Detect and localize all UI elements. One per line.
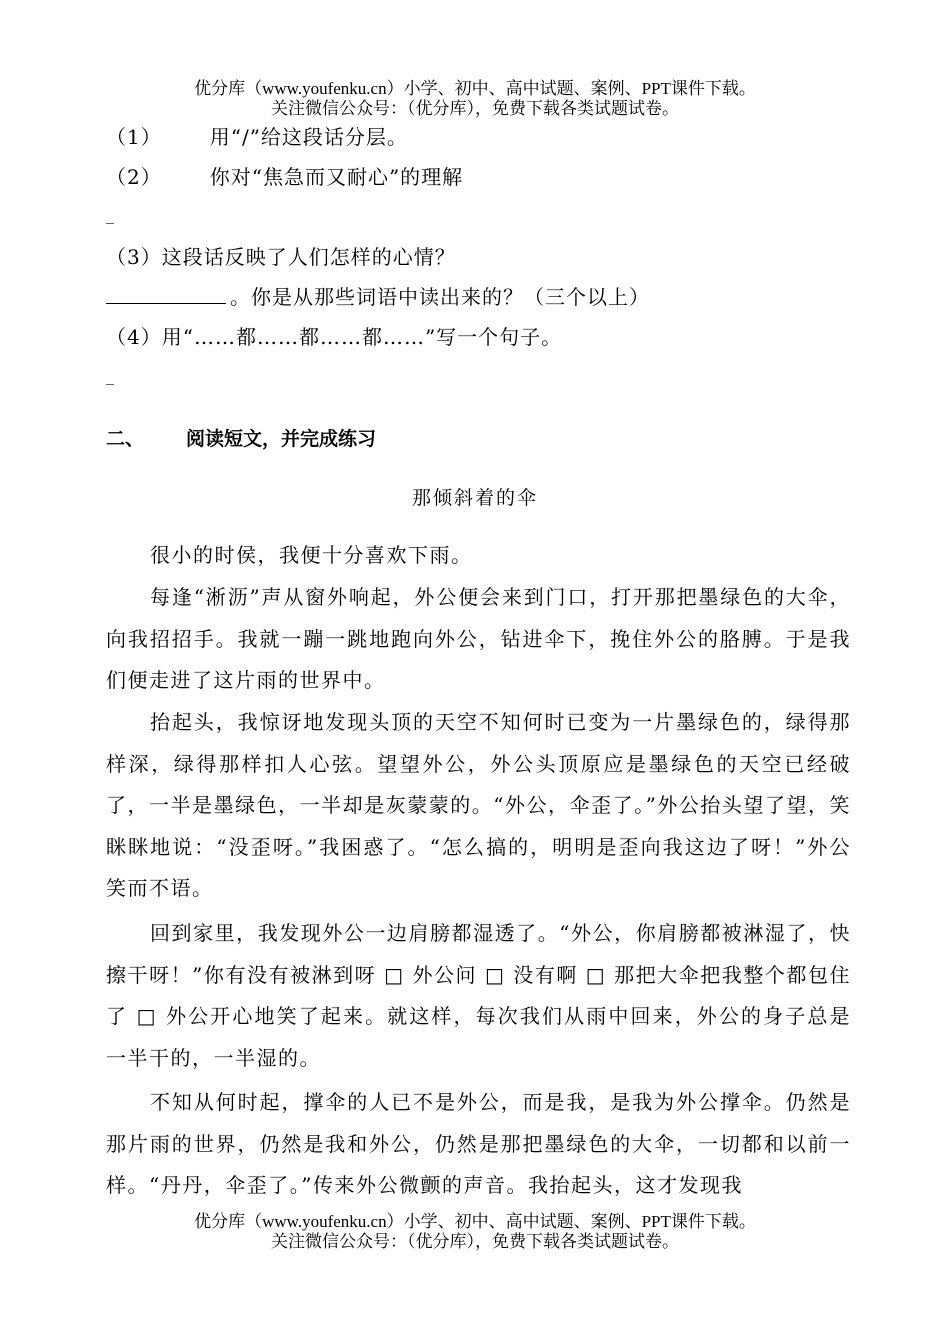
article-paragraph-4: 回到家里，我发现外公一边肩膀都湿透了。“外公，你肩膀都被淋湿了，快擦干呀！”你有没有被淋到呀 □ 外公问 □ 没有啊 □ 那把大伞把我整个都包住了 □ 外公开心地笑了起来。就这样，每次我们从雨中回来，外公的身子总是一半干的，一半湿的。 [106,921,851,1070]
question-1 [106,121,408,150]
question-1-number: （1） [106,125,162,149]
article-paragraph-3: 抬起头，我惊讶地发现头顶的天空不知何时已变为一片墨绿色的，绿得那样深，绿得那样扣人心弦。望望外公，外公头顶原应是墨绿色的天空已经破了，一半是墨绿色，一半却是灰蒙蒙的。“外公，伞歪了。”外公抬头望了望，笑眯眯地说：“没歪呀。”我困惑了。“怎么搞的，明明是歪向我这边了呀！”外公笑而不语。 [106,710,851,900]
footer-line-1: 优分库（www.youfenku.cn）小学、初中、高中试题、案例、PPT课件下载。 [194,1212,756,1231]
header-line-2: 关注微信公众号：（优分库），免费下载各类试题试卷。 [271,99,679,118]
section-heading [106,424,376,451]
fill-in-blank [106,285,226,304]
header-line-1: 优分库（www.youfenku.cn）小学、初中、高中试题、案例、PPT课件下载。 [194,79,756,98]
question-3: （3）这段话反映了人们怎样的心情？ [106,245,456,269]
page-header [0,79,950,119]
question-3-follow-up [106,281,650,310]
article-paragraph-1: 很小的时侯，我便十分喜欢下雨。 [150,543,473,567]
article-paragraph-2: 每逢“淅沥”声从窗外响起，外公便会来到门口，打开那把墨绿色的大伞，向我招招手。我就一蹦一跳地跑向外公，钻进伞下，挽住外公的胳膊。于是我们便走进了这片雨的世界中。 [106,585,851,692]
answer-blank-1: _ [106,205,114,224]
question-2-number: （2） [106,165,162,189]
question-1-text: 用“/”给这段话分层。 [209,125,408,149]
article-title: 那倾斜着的伞 [411,487,538,509]
section-title: 阅读短文，并完成练习 [186,428,377,450]
question-2 [106,161,463,190]
article-paragraph-5: 不知从何时起，撑伞的人已不是外公，而是我，是我为外公撑伞。仍然是那片雨的世界，仍然是我和外公，仍然是那把墨绿色的大伞，一切都和以前一样。“丹丹，伞歪了。”传来外公微颤的声音。我抬起头，这才发现我 [106,1090,851,1197]
section-number: 二、 [106,428,145,450]
question-4: （4）用“……都……都……都……”写一个句子。 [106,325,563,349]
question-2-text: 你对“焦急而又耐心”的理解 [209,165,464,189]
answer-blank-2: _ [106,366,114,385]
footer-line-2: 关注微信公众号：（优分库），免费下载各类试题试卷。 [271,1232,679,1251]
page-footer [0,1212,950,1252]
question-3-follow-text: 。你是从那些词语中读出来的？（三个以上） [230,285,650,309]
